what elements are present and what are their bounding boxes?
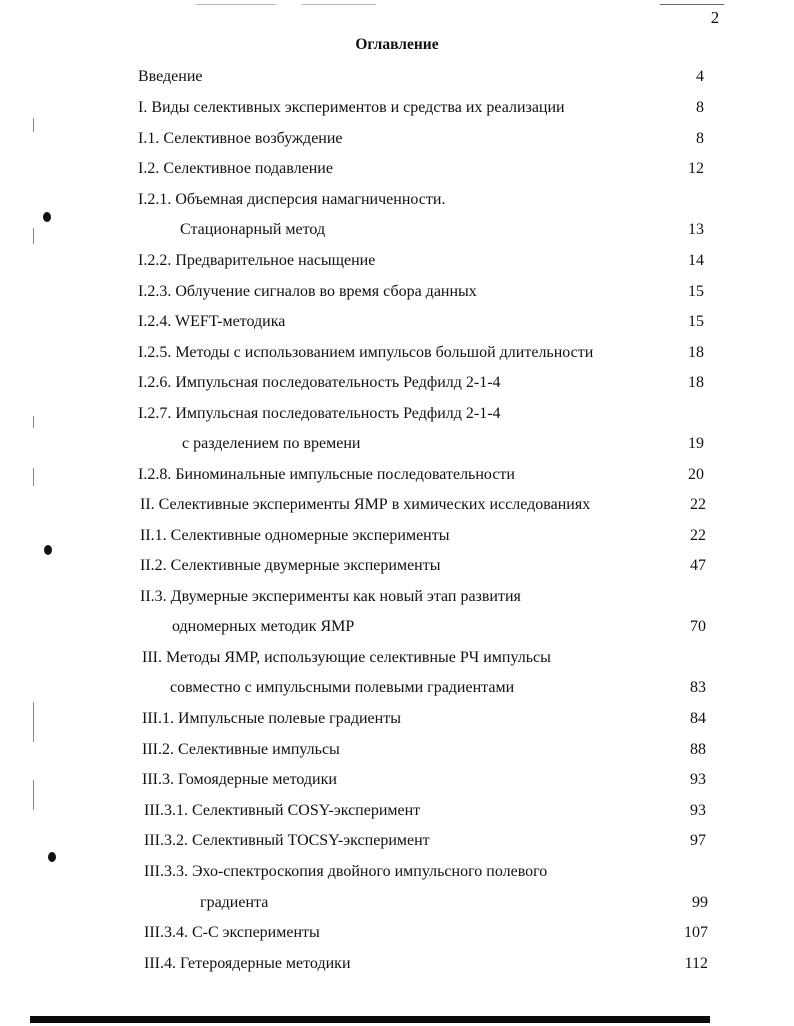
toc-entry-subsection: I.2.8. Биноминальные импульсные последовательности: [138, 466, 515, 483]
toc-page-number: 107: [684, 924, 708, 941]
toc-entry-chapter-1: I. Виды селективных экспериментов и средства их реализации: [138, 99, 565, 116]
toc-page-number: 8: [696, 99, 704, 116]
toc-entry-continuation: совместно с импульсными полевыми градиентами: [170, 679, 515, 696]
toc-entry-subsection: I.2.7. Импульсная последовательность Редфилд 2-1-4: [138, 405, 501, 422]
scan-artifact-mark: [33, 416, 34, 428]
scan-artifact-mark: [33, 118, 34, 132]
toc-entry-introduction: Введение: [138, 68, 203, 85]
toc-page-number: 8: [696, 130, 704, 147]
toc-page-number: 4: [696, 68, 704, 85]
toc-entry-continuation: одномерных методик ЯМР: [172, 618, 355, 635]
toc-entry-subsection: I.2.6. Импульсная последовательность Редфилд 2-1-4: [138, 374, 501, 391]
toc-entry-subsection: III.3.2. Селективный TOCSY-эксперимент: [144, 832, 430, 849]
toc-entry-subsection: I.2.4. WEFT-методика: [138, 313, 286, 330]
page-number: 2: [710, 8, 720, 27]
toc-entry-section: III.4. Гетероядерные методики: [144, 955, 351, 972]
toc-entry-section: III.1. Импульсные полевые градиенты: [142, 710, 401, 727]
toc-entry-continuation: градиента: [200, 894, 269, 911]
toc-entry-continuation: с разделением по времени: [182, 435, 361, 452]
toc-entry-subsection: I.2.3. Облучение сигналов во время сбора данных: [138, 283, 477, 300]
toc-page-number: 19: [688, 435, 704, 452]
toc-page-number: 93: [690, 771, 706, 788]
scan-bottom-edge: [30, 1016, 710, 1023]
toc-title: Оглавление: [355, 36, 439, 53]
toc-entry-section: II.1. Селективные одномерные эксперименты: [140, 527, 450, 544]
toc-entry-subsection: I.2.1. Объемная дисперсия намагниченности.: [138, 191, 446, 208]
toc-entry-section: III.2. Селективные импульсы: [142, 741, 340, 758]
toc-page-number: 88: [690, 741, 706, 758]
punch-hole-dot: [43, 212, 51, 222]
toc-entry-continuation: Стационарный метод: [180, 221, 326, 238]
toc-page-number: 112: [684, 955, 708, 972]
punch-hole-dot: [48, 852, 56, 862]
toc-entry-subsection: I.2.5. Методы с использованием импульсов большой длительности: [138, 344, 594, 361]
toc-page-number: 13: [688, 221, 704, 238]
toc-page-number: 93: [690, 802, 706, 819]
punch-hole-dot: [44, 545, 52, 555]
toc-entry-subsection: III.3.3. Эхо-спектроскопия двойного импульсного полевого: [144, 863, 548, 880]
toc-entry-section: II.3. Двумерные эксперименты как новый этап развития: [140, 588, 521, 605]
scan-artifact-mark: [33, 702, 34, 742]
toc-entry-subsection: III.3.1. Селективный COSY-эксперимент: [144, 802, 421, 819]
toc-entry-chapter-3: III. Методы ЯМР, использующие селективные РЧ импульсы: [142, 649, 551, 666]
toc-entry-subsection: III.3.4. С-С эксперименты: [144, 924, 320, 941]
toc-entry-subsection: I.2.2. Предварительное насыщение: [138, 252, 376, 269]
toc-entry-section: III.3. Гомоядерные методики: [142, 771, 337, 788]
toc-entry-chapter-2: II. Селективные эксперименты ЯМР в химических исследованиях: [140, 496, 591, 513]
toc-page-number: 83: [690, 679, 706, 696]
toc-page-number: 18: [688, 374, 704, 391]
scan-artifact-mark: [33, 228, 34, 244]
toc-entry-section: I.1. Селективное возбуждение: [138, 130, 343, 147]
toc-page-number: 12: [688, 160, 704, 177]
scan-artifact-mark: [33, 468, 34, 486]
toc-page-number: 84: [690, 710, 706, 727]
toc-page-number: 22: [690, 496, 706, 513]
toc-page-number: 70: [690, 618, 706, 635]
toc-page-number: 99: [692, 894, 708, 911]
toc-page-number: 47: [690, 557, 706, 574]
toc-page-number: 97: [690, 832, 706, 849]
toc-entry-section: II.2. Селективные двумерные эксперименты: [140, 557, 441, 574]
toc-page-number: 22: [690, 527, 706, 544]
scan-artifact-mark: [33, 780, 34, 810]
toc-page-number: 15: [688, 283, 704, 300]
toc-page-number: 14: [688, 252, 704, 269]
toc-page-number: 18: [688, 344, 704, 361]
toc-page-number: 20: [688, 466, 704, 483]
toc-page-number: 15: [688, 313, 704, 330]
toc-entry-section: I.2. Селективное подавление: [138, 160, 333, 177]
